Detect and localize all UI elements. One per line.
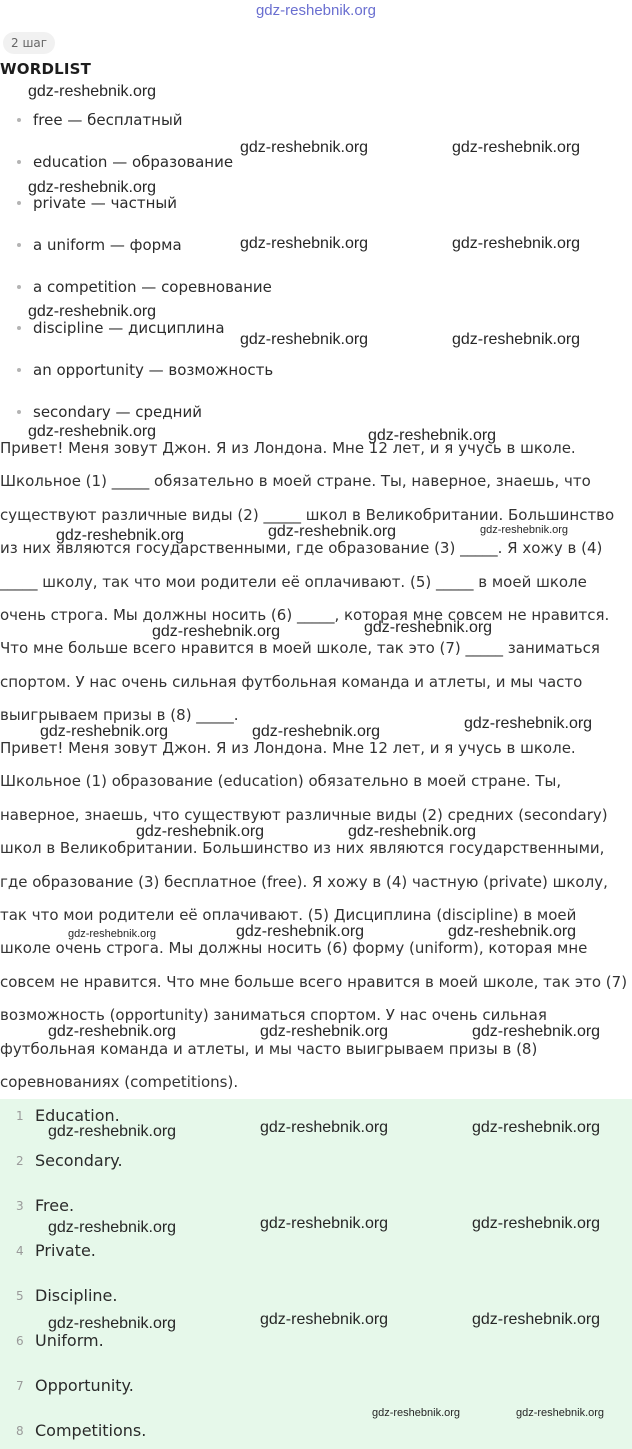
wordlist-item: secondary — средний xyxy=(0,402,632,444)
answer-number: 2 xyxy=(16,1154,24,1168)
watermark: gdz-reshebnik.org xyxy=(268,523,397,540)
watermark: gdz-reshebnik.org xyxy=(364,619,493,636)
wordlist-item: a uniform — форма xyxy=(0,235,632,277)
site-url[interactable]: gdz-reshebnik.org xyxy=(255,2,377,19)
answer-number: 1 xyxy=(16,1109,24,1123)
watermark: gdz-reshebnik.org xyxy=(368,427,497,444)
watermark: gdz-reshebnik.org xyxy=(136,823,265,840)
watermark: gdz-reshebnik.org xyxy=(48,1123,177,1140)
answer-number: 8 xyxy=(16,1424,24,1438)
bullet-icon xyxy=(17,410,21,414)
watermark: gdz-reshebnik.org xyxy=(240,331,369,348)
answer-value: Secondary. xyxy=(35,1151,123,1170)
watermark: gdz-reshebnik.org xyxy=(252,723,381,740)
wordlist-title: WORDLIST xyxy=(0,60,92,78)
answer-number: 7 xyxy=(16,1379,24,1393)
watermark: gdz-reshebnik.org xyxy=(56,527,185,544)
watermark: gdz-reshebnik.org xyxy=(28,83,157,100)
bullet-icon xyxy=(17,243,21,247)
answer-value: Opportunity. xyxy=(35,1376,134,1395)
bullet-icon xyxy=(17,160,21,164)
answer-value: Discipline. xyxy=(35,1286,118,1305)
watermark: gdz-reshebnik.org xyxy=(472,1215,601,1232)
watermark: gdz-reshebnik.org xyxy=(260,1215,389,1232)
watermark: gdz-reshebnik.org xyxy=(48,1219,177,1236)
answer-text: Привет! Меня зовут Джон. Я из Лондона. Мне 12 лет, и я учусь в школе. Школьное (1) образование (education) обязательно в моей стране. Ты, наверное, знаешь, что существуют различные виды (2) средних (secondary) школ в Великобритании. Большинство из них являются государственными, где образование (3) бесплатное (free). Я хожу в (4) частную (private) школу, так что мои родители её оплачивают. (5) Дисциплина (discipline) в моей школе очень строга. Мы должны носить (6) форму (uniform), которая мне совсем не нравится. Что мне больше всего нравится в моей школе, так это (7) возможность (opportunity) заниматься спортом. У нас очень сильная футбольная команда и атлеты, и мы часто выигрываем призы в (8) соревнованиях (competitions). xyxy=(0,739,628,1092)
watermark: gdz-reshebnik.org xyxy=(28,303,157,320)
watermark: gdz-reshebnik.org xyxy=(448,923,577,940)
wordlist-item: private — частный xyxy=(0,193,632,235)
step-badge: 2 шаг xyxy=(3,32,55,54)
bullet-icon xyxy=(17,326,21,330)
watermark: gdz-reshebnik.org xyxy=(480,524,569,536)
watermark: gdz-reshebnik.org xyxy=(236,923,365,940)
watermark: gdz-reshebnik.org xyxy=(28,179,157,196)
watermark: gdz-reshebnik.org xyxy=(240,139,369,156)
watermark: gdz-reshebnik.org xyxy=(472,1023,601,1040)
watermark: gdz-reshebnik.org xyxy=(452,139,581,156)
watermark: gdz-reshebnik.org xyxy=(152,623,281,640)
watermark: gdz-reshebnik.org xyxy=(28,423,157,440)
wordlist-item: free — бесплатный xyxy=(0,110,632,152)
bullet-icon xyxy=(17,118,21,122)
watermark: gdz-reshebnik.org xyxy=(516,1407,605,1419)
answer-value: Education. xyxy=(35,1106,120,1125)
watermark: gdz-reshebnik.org xyxy=(464,715,593,732)
bullet-icon xyxy=(17,368,21,372)
watermark: gdz-reshebnik.org xyxy=(68,928,157,940)
watermark: gdz-reshebnik.org xyxy=(452,235,581,252)
answer-number: 3 xyxy=(16,1199,24,1213)
watermark: gdz-reshebnik.org xyxy=(48,1315,177,1332)
answers-list xyxy=(0,1099,632,1449)
answer-value: Competitions. xyxy=(35,1421,147,1440)
watermark: gdz-reshebnik.org xyxy=(260,1023,389,1040)
answer-value: Free. xyxy=(35,1196,75,1215)
bullet-icon xyxy=(17,285,21,289)
wordlist-item: education — образование xyxy=(0,152,632,194)
watermark: gdz-reshebnik.org xyxy=(40,723,169,740)
watermark: gdz-reshebnik.org xyxy=(260,1311,389,1328)
wordlist xyxy=(0,110,632,444)
answer-number: 4 xyxy=(16,1244,24,1258)
watermark: gdz-reshebnik.org xyxy=(48,1023,177,1040)
wordlist-item: discipline — дисциплина xyxy=(0,318,632,360)
answer-number: 5 xyxy=(16,1289,24,1303)
watermark: gdz-reshebnik.org xyxy=(472,1119,601,1136)
watermark: gdz-reshebnik.org xyxy=(240,235,369,252)
wordlist-item: an opportunity — возможность xyxy=(0,360,632,402)
answer-number: 6 xyxy=(16,1334,24,1348)
watermark: gdz-reshebnik.org xyxy=(472,1311,601,1328)
wordlist-item: a competition — соревнование xyxy=(0,277,632,319)
bullet-icon xyxy=(17,201,21,205)
answer-value: Private. xyxy=(35,1241,96,1260)
answer-value: Uniform. xyxy=(35,1331,104,1350)
watermark: gdz-reshebnik.org xyxy=(348,823,477,840)
watermark: gdz-reshebnik.org xyxy=(452,331,581,348)
watermark: gdz-reshebnik.org xyxy=(372,1407,461,1419)
watermark: gdz-reshebnik.org xyxy=(260,1119,389,1136)
task-text: Привет! Меня зовут Джон. Я из Лондона. Мне 12 лет, и я учусь в школе. Школьное (1) _____ обязательно в моей стране. Ты, наверное, знаешь, что существуют различные виды (2) _____ школ в Великобритании. Большинство из них являются государственными, где образование (3) _____. Я хожу в (4) _____ школу, так что мои родители её оплачивают. (5) _____ в моей школе очень строга. Мы должны носить (6) _____, которая мне совсем не нравится. Что мне больше всего нравится в моей школе, так это (7) _____ заниматься спортом. У нас очень сильная футбольная команда и атлеты, и мы часто выигрываем призы в (8) _____. xyxy=(0,439,615,725)
